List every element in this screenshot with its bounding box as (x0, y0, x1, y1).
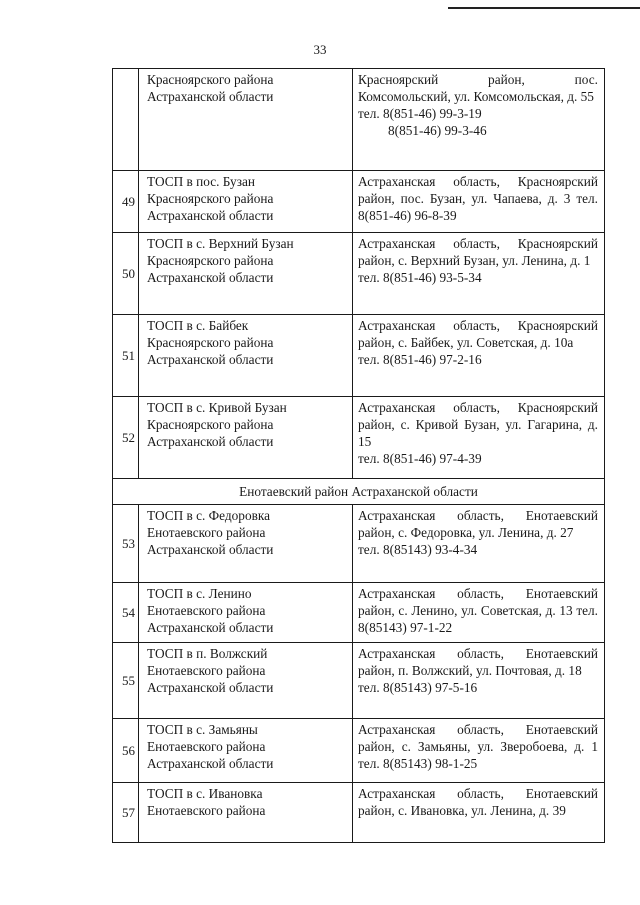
address-line: Астраханская область, Красноярский район, с. Верхний Бузан, ул. Ленина, д. 1 (358, 236, 598, 268)
office-name-cell (139, 233, 353, 315)
office-name-line: ТОСП в с. Ивановка (147, 786, 263, 801)
office-name-line: ТОСП в с. Федоровка (147, 508, 271, 523)
office-name-line: Астраханской области (147, 352, 274, 367)
office-name-line: Астраханской области (147, 680, 274, 695)
address-cell (353, 505, 605, 583)
table-row (113, 583, 605, 643)
office-name-cell (139, 69, 353, 171)
address-cell (353, 643, 605, 719)
row-number (113, 69, 139, 171)
address-line: Красноярский район, пос. Комсомольский, ул. Комсомольская, д. 55 (358, 72, 598, 104)
address-line: Астраханская область, Енотаевский район, п. Волжский, ул. Почтовая, д. 18 (358, 646, 598, 678)
office-name-line: Енотаевского района (147, 603, 266, 618)
address-line: Астраханская область, Енотаевский район, с. Замьяны, ул. Зверобоева, д. 1 тел. 8(85143) 98-1-25 (358, 722, 598, 771)
registry-table (112, 68, 605, 843)
table-row (113, 783, 605, 843)
office-name-line: ТОСП в пос. Бузан (147, 174, 255, 189)
top-corner-line (448, 7, 640, 9)
row-number: 53 (113, 505, 139, 583)
table-section-enotaevsky (113, 505, 605, 843)
address-line: Астраханская область, Красноярский район, пос. Бузан, ул. Чапаева, д. 3 тел. 8(851-46) 96-8-39 (358, 174, 598, 223)
office-name-line: Енотаевского района (147, 663, 266, 678)
office-name-line: Красноярского района (147, 417, 274, 432)
row-number: 57 (113, 783, 139, 843)
address-line: Астраханская область, Красноярский район, с. Кривой Бузан, ул. Гагарина, д. 15 (358, 400, 598, 449)
office-name-line: Красноярского района (147, 72, 274, 87)
address-line: тел. 8(851-46) 93-5-34 (358, 270, 482, 285)
address-line: Астраханская область, Енотаевский район, с. Ивановка, ул. Ленина, д. 39 (358, 786, 598, 818)
address-cell (353, 233, 605, 315)
section-heading: Енотаевский район Астраханской области (113, 479, 605, 505)
office-name-line: ТОСП в с. Ленино (147, 586, 252, 601)
row-number: 52 (113, 397, 139, 479)
row-number: 56 (113, 719, 139, 783)
office-name-line: Красноярского района (147, 335, 274, 350)
table-row (113, 397, 605, 479)
section-heading-row (113, 479, 605, 505)
table-row (113, 315, 605, 397)
table-row (113, 719, 605, 783)
address-line: Астраханская область, Енотаевский район, с. Ленино, ул. Советская, д. 13 тел. 8(85143) 97-1-22 (358, 586, 598, 635)
table-row (113, 505, 605, 583)
office-name-cell (139, 171, 353, 233)
office-name-line: Астраханской области (147, 434, 274, 449)
address-line: тел. 8(851-46) 97-4-39 (358, 451, 482, 466)
table-row (113, 171, 605, 233)
address-line: тел. 8(85143) 93-4-34 (358, 542, 478, 557)
address-line: тел. 8(85143) 97-5-16 (358, 680, 478, 695)
office-name-line: ТОСП в п. Волжский (147, 646, 268, 661)
office-name-cell (139, 719, 353, 783)
address-line: тел. 8(851-46) 99-3-19 (358, 106, 482, 121)
address-line: Астраханская область, Красноярский район, с. Байбек, ул. Советская, д. 10а (358, 318, 598, 350)
office-name-line: ТОСП в с. Кривой Бузан (147, 400, 287, 415)
office-name-cell (139, 397, 353, 479)
row-number: 49 (113, 171, 139, 233)
office-name-line: ТОСП в с. Верхний Бузан (147, 236, 294, 251)
address-line: 8(851-46) 99-3-46 (388, 123, 487, 138)
office-name-line: Астраханской области (147, 89, 274, 104)
row-number: 50 (113, 233, 139, 315)
office-name-line: Астраханской области (147, 270, 274, 285)
office-name-cell (139, 643, 353, 719)
table-row (113, 69, 605, 171)
office-name-line: Енотаевского района (147, 739, 266, 754)
table-section-heading-row (113, 479, 605, 505)
office-name-line: Астраханской области (147, 756, 274, 771)
table-section-krasnoyarsky (113, 69, 605, 479)
row-number: 54 (113, 583, 139, 643)
office-name-line: ТОСП в с. Байбек (147, 318, 249, 333)
address-cell (353, 583, 605, 643)
row-number: 51 (113, 315, 139, 397)
table-row (113, 643, 605, 719)
office-name-line: Астраханской области (147, 208, 274, 223)
office-name-cell (139, 315, 353, 397)
office-name-cell (139, 583, 353, 643)
address-cell (353, 783, 605, 843)
office-name-cell (139, 783, 353, 843)
page-number: 33 (313, 42, 327, 57)
address-cell (353, 69, 605, 171)
address-cell (353, 171, 605, 233)
office-name-line: Астраханской области (147, 620, 274, 635)
table-row (113, 233, 605, 315)
office-name-line: ТОСП в с. Замьяны (147, 722, 258, 737)
address-cell (353, 719, 605, 783)
address-line: тел. 8(851-46) 97-2-16 (358, 352, 482, 367)
office-name-line: Красноярского района (147, 253, 274, 268)
address-cell (353, 315, 605, 397)
office-name-line: Красноярского района (147, 191, 274, 206)
office-name-line: Астраханской области (147, 542, 274, 557)
address-line: Астраханская область, Енотаевский район, с. Федоровка, ул. Ленина, д. 27 (358, 508, 598, 540)
office-name-cell (139, 505, 353, 583)
office-name-line: Енотаевского района (147, 803, 266, 818)
address-cell (353, 397, 605, 479)
office-name-line: Енотаевского района (147, 525, 266, 540)
row-number: 55 (113, 643, 139, 719)
